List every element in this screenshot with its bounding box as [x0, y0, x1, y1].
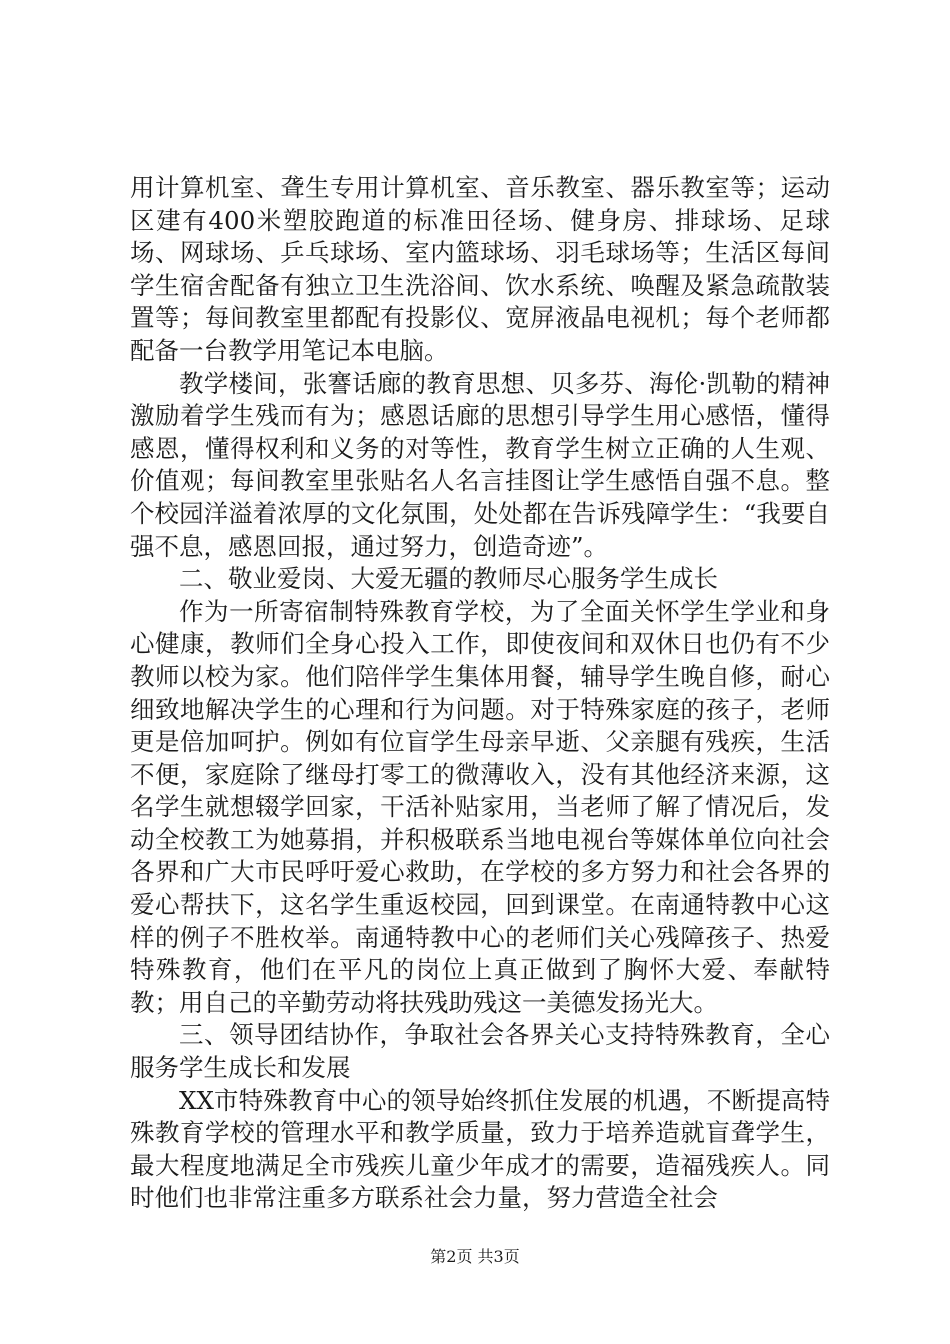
paragraph-campus-culture: 教学楼间，张謇话廊的教育思想、贝多芬、海伦·凯勒的精神激励着学生残而有为；感恩话廊的思想引导学生用心感悟，懂得感恩，懂得权利和义务的对等性，教育学生树立正确的人生观、价值观；每间教室里张贴名人名言挂图让学生感悟自强不息。整个校园洋溢着浓厚的文化氛围，处处都在告诉残障学生：“我要自强不息，感恩回报，通过努力，创造奇迹”。: [130, 368, 830, 561]
document-body: [130, 172, 830, 1215]
section-heading-2: 二、敬业爱岗、大爱无疆的教师尽心服务学生成长: [179, 564, 718, 594]
section-heading-3: 三、领导团结协作，争取社会各界关心支持特殊教育，全心服务学生成长和发展: [130, 1020, 830, 1083]
paragraph-facilities: 用计算机室、聋生专用计算机室、音乐教室、器乐教室等；运动区建有400米塑胶跑道的标准田径场、健身房、排球场、足球场、网球场、乒乓球场、室内篮球场、羽毛球场等；生活区每间学生宿舍配备有独立卫生洗浴间、饮水系统、唤醒及紧急疏散装置等；每间教室里都配有投影仪、宽屏液晶电视机；每个老师都配备一台教学用笔记本电脑。: [130, 173, 830, 365]
paragraph-leadership: XX市特殊教育中心的领导始终抓住发展的机遇，不断提高特殊教育学校的管理水平和教学质量，致力于培养造就盲聋学生，最大程度地满足全市残疾儿童少年成才的需要，造福残疾人。同时他们也非常注重多方联系社会力量，努力营造全社会: [130, 1085, 830, 1213]
paragraph-teachers: 作为一所寄宿制特殊教育学校，为了全面关怀学生学业和身心健康，教师们全身心投入工作，即使夜间和双休日也仍有不少教师以校为家。他们陪伴学生集体用餐，辅导学生晚自修，耐心细致地解决学生的心理和行为问题。对于特殊家庭的孩子，老师更是倍加呵护。例如有位盲学生母亲早逝、父亲腿有残疾，生活不便，家庭除了继母打零工的微薄收入，没有其他经济来源，这名学生就想辍学回家，干活补贴家用，当老师了解了情况后，发动全校教工为她募捐，并积极联系当地电视台等媒体单位向社会各界和广大市民呼吁爱心救助，在学校的多方努力和社会各界的爱心帮扶下，这名学生重返校园，回到课堂。在南通特教中心这样的例子不胜枚举。南通特教中心的老师们关心残障孩子、热爱特殊教育，他们在平凡的岗位上真正做到了胸怀大爱、奉献特教；用自己的辛勤劳动将扶残助残这一美德发扬光大。: [130, 596, 830, 1017]
page-footer: 第2页 共3页: [430, 1247, 520, 1266]
